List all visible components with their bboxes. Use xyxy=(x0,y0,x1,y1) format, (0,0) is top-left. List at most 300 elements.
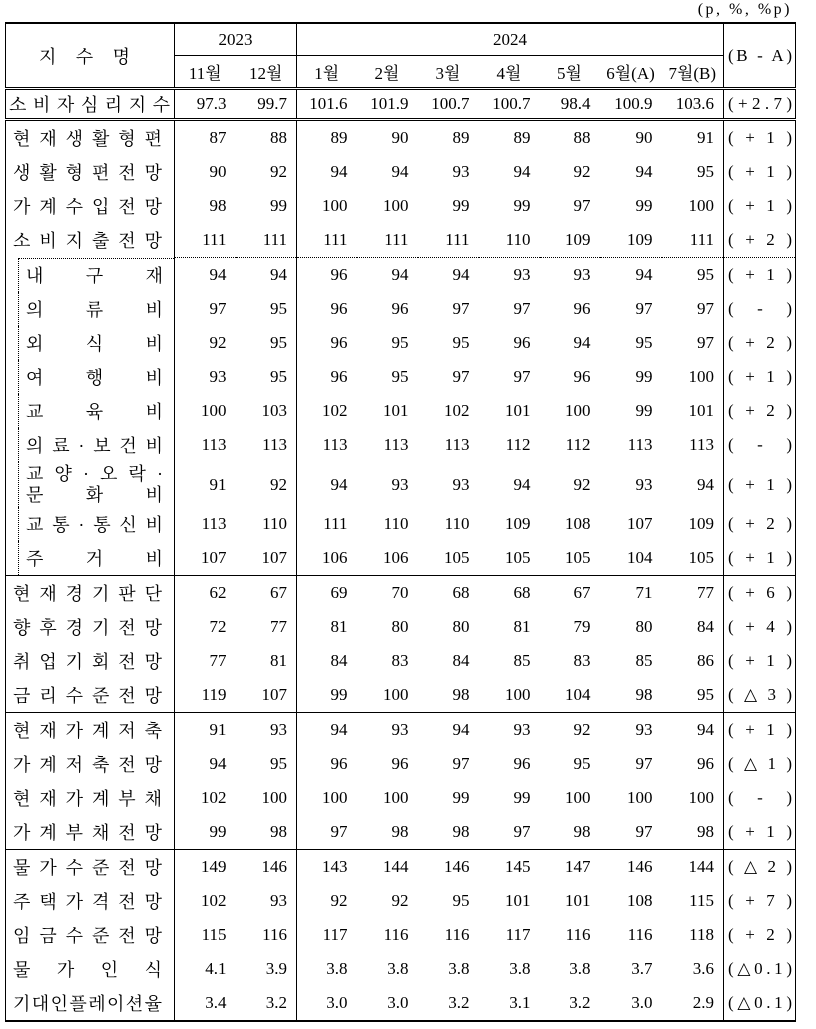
value-cell: 100 xyxy=(357,678,418,713)
value-cell: 94 xyxy=(175,258,236,293)
value-cell: 117 xyxy=(505,925,531,944)
value-cell: 112 xyxy=(565,435,591,454)
table-row xyxy=(6,644,796,678)
value-cell: 85 xyxy=(513,651,531,670)
row-name-cell xyxy=(6,394,206,428)
row-name-cell xyxy=(6,223,175,258)
value-cell: 146 xyxy=(444,857,470,876)
row-name: 문화비 xyxy=(26,484,206,505)
value-cell: 113 xyxy=(383,435,409,454)
difference-value: (△3) xyxy=(728,685,803,704)
value-cell: 95 xyxy=(452,333,470,352)
row-name-cell xyxy=(6,781,175,815)
value-cell: 96 xyxy=(297,258,357,293)
row-name-cell xyxy=(6,541,206,576)
value-cell: 147 xyxy=(565,857,591,876)
value-cell: 95 xyxy=(236,326,297,360)
header-difference xyxy=(724,23,796,89)
value-cell: 116 xyxy=(444,925,470,944)
value-cell: 90 xyxy=(209,162,227,181)
value-cell: 95 xyxy=(236,292,297,326)
value-cell: 3.8 xyxy=(509,959,531,978)
difference-value: (+2.7) xyxy=(728,94,797,113)
value-cell: 93 xyxy=(236,884,297,918)
value-cell: 109 xyxy=(627,230,653,249)
value-cell: 110 xyxy=(444,514,470,533)
table-row xyxy=(6,678,796,713)
value-cell: 100.7 xyxy=(418,89,479,120)
header-month: 4월 xyxy=(479,56,540,89)
table-row xyxy=(6,155,796,189)
value-cell: 94 xyxy=(452,720,470,739)
row-name-cell xyxy=(6,815,175,850)
value-cell: 99 xyxy=(297,678,357,713)
table-row xyxy=(6,884,796,918)
row-name: 의류비 xyxy=(26,300,206,320)
value-cell: 3.0 xyxy=(387,993,409,1012)
value-cell: 116 xyxy=(383,925,409,944)
value-cell: 100.7 xyxy=(479,89,540,120)
row-name: 내구재 xyxy=(26,265,206,286)
value-cell: 62 xyxy=(209,583,227,602)
value-cell: 95 xyxy=(662,678,724,713)
row-name: 물가수준전망 xyxy=(13,858,171,878)
value-cell: 143 xyxy=(322,857,348,876)
value-cell: 96 xyxy=(513,333,531,352)
value-cell: 92 xyxy=(330,891,348,910)
difference-cell xyxy=(724,576,804,611)
difference-value: (△2) xyxy=(728,857,803,876)
difference-value: (+1) xyxy=(728,265,804,284)
value-cell: 81 xyxy=(330,617,348,636)
value-cell: 115 xyxy=(201,925,227,944)
value-cell: 110 xyxy=(236,507,297,541)
value-cell: 105 xyxy=(540,541,600,576)
value-cell: 98.4 xyxy=(540,89,600,120)
value-cell: 100 xyxy=(627,788,653,807)
value-cell: 97 xyxy=(635,754,653,773)
row-name-cell xyxy=(6,952,189,986)
value-cell: 111 xyxy=(384,230,409,249)
value-cell: 95 xyxy=(662,258,724,293)
value-cell: 91 xyxy=(209,474,227,494)
value-cell: 100 xyxy=(662,189,724,223)
value-cell: 144 xyxy=(383,857,409,876)
value-cell: 93 xyxy=(635,474,653,494)
value-cell: 107 xyxy=(236,541,297,576)
value-cell: 95 xyxy=(391,367,409,386)
value-cell: 88 xyxy=(236,120,297,156)
value-cell: 94 xyxy=(573,333,591,352)
value-cell: 94 xyxy=(513,162,531,181)
header-month: 11월 xyxy=(175,56,236,89)
value-cell: 96 xyxy=(330,333,348,352)
value-cell: 108 xyxy=(565,514,591,533)
table-row xyxy=(6,576,796,611)
value-cell: 3.8 xyxy=(326,959,348,978)
value-cell: 3.8 xyxy=(387,959,409,978)
table-header xyxy=(6,23,796,89)
value-cell: 91 xyxy=(662,120,724,156)
row-name: 소비지출전망 xyxy=(13,231,171,252)
value-cell: 116 xyxy=(565,925,591,944)
row-name-cell xyxy=(6,120,175,156)
value-cell: 91 xyxy=(209,720,227,739)
row-name: 취업기회전망 xyxy=(13,652,171,672)
breakdown-row xyxy=(6,507,796,541)
row-name-cell xyxy=(6,155,175,189)
header-row-years xyxy=(6,23,796,56)
value-cell: 107 xyxy=(627,514,653,533)
value-cell: 99 xyxy=(635,401,653,420)
value-cell: 3.6 xyxy=(662,952,724,986)
value-cell: 80 xyxy=(635,617,653,636)
value-cell: 95 xyxy=(452,891,470,910)
difference-value: (+1) xyxy=(728,128,804,147)
row-name: 가계저축전망 xyxy=(13,755,171,775)
difference-cell xyxy=(724,507,804,541)
value-cell: 98 xyxy=(662,815,724,850)
table-row xyxy=(6,986,796,1021)
difference-value: (-) xyxy=(728,299,816,318)
difference-cell xyxy=(724,610,804,644)
value-cell: 110 xyxy=(383,514,409,533)
value-cell: 100 xyxy=(322,788,348,807)
value-cell: 100 xyxy=(322,196,348,215)
header-month: 7월(B) xyxy=(662,56,724,89)
value-cell: 97 xyxy=(209,299,227,318)
value-cell: 97 xyxy=(662,292,724,326)
value-cell: 98 xyxy=(540,815,600,850)
difference-value: (+2) xyxy=(728,514,804,533)
value-cell: 93 xyxy=(391,474,409,494)
difference-cell xyxy=(724,747,803,781)
value-cell: 96 xyxy=(573,367,591,386)
value-cell: 3.2 xyxy=(448,993,470,1012)
row-name: 가계부채전망 xyxy=(13,823,171,843)
difference-cell xyxy=(724,428,816,462)
difference-cell xyxy=(724,89,796,120)
value-cell: 144 xyxy=(662,850,724,885)
row-name: 생활형편전망 xyxy=(13,163,171,183)
value-cell: 96 xyxy=(662,747,724,781)
value-cell: 77 xyxy=(236,610,297,644)
value-cell: 94 xyxy=(209,754,227,773)
value-cell: 95 xyxy=(635,333,653,352)
value-cell: 3.7 xyxy=(631,959,653,978)
row-name: 교양·오락· xyxy=(26,463,175,484)
difference-cell xyxy=(724,644,804,678)
value-cell: 89 xyxy=(452,128,470,147)
value-cell: 98 xyxy=(418,678,479,713)
value-cell: 85 xyxy=(635,651,653,670)
value-cell: 70 xyxy=(391,583,409,602)
value-cell: 77 xyxy=(662,576,724,611)
difference-cell xyxy=(724,394,804,428)
row-name: 의료·보건비 xyxy=(26,436,172,456)
value-cell: 100 xyxy=(383,196,409,215)
row-name: 소비자심리지수 xyxy=(9,95,177,115)
row-name-cell xyxy=(6,507,175,541)
difference-value: (+6) xyxy=(728,583,804,602)
row-name: 가계수입전망 xyxy=(13,197,171,217)
value-cell: 104 xyxy=(600,541,662,576)
row-name-cell xyxy=(6,986,175,1021)
value-cell: 100 xyxy=(565,788,591,807)
value-cell: 3.0 xyxy=(326,993,348,1012)
difference-cell xyxy=(724,952,796,986)
breakdown-row xyxy=(6,394,796,428)
value-cell: 95 xyxy=(662,155,724,189)
table-row xyxy=(6,223,796,258)
value-cell: 68 xyxy=(513,583,531,602)
value-cell: 105 xyxy=(479,541,540,576)
value-cell: 3.8 xyxy=(448,959,470,978)
difference-cell xyxy=(724,678,803,713)
difference-value: (△0.1) xyxy=(728,959,796,978)
difference-cell xyxy=(724,541,804,576)
value-cell: 83 xyxy=(391,651,409,670)
header-index-name xyxy=(6,23,175,89)
value-cell: 109 xyxy=(662,507,724,541)
value-cell: 97 xyxy=(635,299,653,318)
value-cell: 111 xyxy=(662,223,724,258)
row-name: 금리수준전망 xyxy=(13,686,171,706)
row-name-cell xyxy=(6,462,206,507)
difference-value: (△1) xyxy=(728,754,803,773)
table-row xyxy=(6,189,796,223)
header-month: 1월 xyxy=(297,56,357,89)
value-cell: 100.9 xyxy=(600,89,662,120)
difference-value: (-) xyxy=(728,788,816,807)
value-cell: 84 xyxy=(452,651,470,670)
value-cell: 97 xyxy=(513,299,531,318)
value-cell: 93 xyxy=(540,258,600,293)
row-name-cell xyxy=(6,918,175,952)
value-cell: 90 xyxy=(635,128,653,147)
table-row xyxy=(6,120,796,156)
difference-cell xyxy=(724,292,816,326)
value-cell: 101 xyxy=(565,891,591,910)
table-row xyxy=(6,781,796,815)
value-cell: 98 xyxy=(357,815,418,850)
difference-value: (+2) xyxy=(728,925,804,944)
row-name-cell xyxy=(6,89,175,120)
value-cell: 111 xyxy=(445,230,470,249)
header-month: 5월 xyxy=(540,56,600,89)
difference-value: (+2) xyxy=(728,333,804,352)
difference-value: (+1) xyxy=(728,162,804,181)
value-cell: 86 xyxy=(662,644,724,678)
value-cell: 97 xyxy=(297,815,357,850)
value-cell: 94 xyxy=(418,258,479,293)
value-cell: 81 xyxy=(513,617,531,636)
value-cell: 113 xyxy=(201,435,227,454)
row-name-cell xyxy=(6,258,206,293)
value-cell: 97 xyxy=(452,367,470,386)
value-cell: 96 xyxy=(391,754,409,773)
value-cell: 95 xyxy=(236,360,297,394)
value-cell: 94 xyxy=(357,258,418,293)
value-cell: 81 xyxy=(236,644,297,678)
value-cell: 96 xyxy=(330,299,348,318)
value-cell: 99 xyxy=(452,196,470,215)
value-cell: 83 xyxy=(573,651,591,670)
value-cell: 89 xyxy=(330,128,348,147)
difference-cell xyxy=(724,713,804,748)
value-cell: 89 xyxy=(513,128,531,147)
header-year-2024: 2024 xyxy=(297,23,724,56)
difference-cell xyxy=(724,815,804,850)
value-cell: 101.6 xyxy=(297,89,357,120)
value-cell: 92 xyxy=(236,155,297,189)
difference-value: (+1) xyxy=(728,367,804,386)
value-cell: 94 xyxy=(662,462,724,507)
value-cell: 113 xyxy=(444,435,470,454)
value-cell: 100 xyxy=(565,401,591,420)
value-cell: 99 xyxy=(452,788,470,807)
value-cell: 116 xyxy=(627,925,653,944)
row-name-line xyxy=(26,463,175,485)
value-cell: 95 xyxy=(236,747,297,781)
row-name-cell xyxy=(6,850,175,885)
value-cell: 80 xyxy=(452,617,470,636)
row-name-cell xyxy=(6,189,175,223)
value-cell: 93 xyxy=(236,713,297,748)
value-cell: 68 xyxy=(452,583,470,602)
value-cell: 94 xyxy=(391,162,409,181)
value-cell: 97 xyxy=(479,815,540,850)
difference-value: (+1) xyxy=(728,474,804,494)
value-cell: 100 xyxy=(383,788,409,807)
value-cell: 99.7 xyxy=(236,89,297,120)
value-cell: 84 xyxy=(662,610,724,644)
value-cell: 69 xyxy=(330,583,348,602)
value-cell: 93 xyxy=(479,258,540,293)
row-name: 주택가격전망 xyxy=(13,892,171,912)
row-name-cell xyxy=(6,428,175,462)
row-name-cell xyxy=(6,644,175,678)
difference-value: (+1) xyxy=(728,822,804,841)
value-cell: 111 xyxy=(323,514,348,533)
value-cell: 4.1 xyxy=(205,959,227,978)
difference-cell xyxy=(724,360,804,394)
table-row xyxy=(6,850,796,885)
row-name: 향후경기전망 xyxy=(13,618,171,638)
value-cell: 97 xyxy=(452,299,470,318)
breakdown-row xyxy=(6,326,796,360)
value-cell: 101.9 xyxy=(357,89,418,120)
value-cell: 109 xyxy=(505,514,531,533)
difference-cell xyxy=(724,258,804,293)
value-cell: 92 xyxy=(391,891,409,910)
value-cell: 102 xyxy=(322,401,348,420)
row-name-cell xyxy=(6,747,175,781)
row-name-cell xyxy=(6,884,175,918)
value-cell: 92 xyxy=(573,474,591,494)
value-cell: 94 xyxy=(330,720,348,739)
difference-cell xyxy=(724,223,804,258)
value-cell: 97.3 xyxy=(175,89,236,120)
value-cell: 101 xyxy=(505,401,531,420)
value-cell: 111 xyxy=(323,230,348,249)
row-name-line xyxy=(26,484,206,506)
header-month: 2월 xyxy=(357,56,418,89)
value-cell: 95 xyxy=(573,754,591,773)
value-cell: 105 xyxy=(418,541,479,576)
table-row xyxy=(6,918,796,952)
value-cell: 119 xyxy=(175,678,236,713)
value-cell: 94 xyxy=(330,162,348,181)
breakdown-row xyxy=(6,360,796,394)
value-cell: 101 xyxy=(662,394,724,428)
value-cell: 146 xyxy=(627,857,653,876)
value-cell: 93 xyxy=(391,720,409,739)
difference-value: (+1) xyxy=(728,651,804,670)
value-cell: 94 xyxy=(635,162,653,181)
value-cell: 113 xyxy=(322,435,348,454)
breakdown-row xyxy=(6,292,796,326)
breakdown-row xyxy=(6,462,796,507)
row-name: 기대인플레이션율 xyxy=(13,994,164,1014)
difference-cell xyxy=(724,462,804,507)
value-cell: 99 xyxy=(635,367,653,386)
value-cell: 102 xyxy=(201,891,227,910)
row-name: 교육비 xyxy=(26,402,206,422)
table-row xyxy=(6,713,796,748)
value-cell: 116 xyxy=(236,918,297,952)
header-difference-label: (B - A) xyxy=(728,45,795,65)
value-cell: 94 xyxy=(513,474,531,494)
difference-cell xyxy=(724,986,796,1021)
row-name: 여행비 xyxy=(26,368,206,388)
row-name: 교통·통신비 xyxy=(26,515,172,535)
value-cell: 118 xyxy=(662,918,724,952)
difference-value: (+4) xyxy=(728,617,804,636)
value-cell: 103.6 xyxy=(662,89,724,120)
table-row xyxy=(6,747,796,781)
value-cell: 93 xyxy=(452,474,470,494)
value-cell: 88 xyxy=(573,128,591,147)
difference-value: (-) xyxy=(728,435,816,454)
value-cell: 97 xyxy=(600,815,662,850)
value-cell: 79 xyxy=(573,617,591,636)
value-cell: 145 xyxy=(505,857,531,876)
value-cell: 92 xyxy=(573,720,591,739)
value-cell: 96 xyxy=(573,299,591,318)
value-cell: 109 xyxy=(565,230,591,249)
difference-cell xyxy=(724,850,803,885)
value-cell: 92 xyxy=(573,162,591,181)
value-cell: 94 xyxy=(330,474,348,494)
value-cell: 93 xyxy=(635,720,653,739)
difference-value: (+1) xyxy=(728,548,804,567)
value-cell: 104 xyxy=(540,678,600,713)
value-cell: 102 xyxy=(444,401,470,420)
value-cell: 96 xyxy=(391,299,409,318)
value-cell: 112 xyxy=(505,435,531,454)
row-name: 임금수준전망 xyxy=(13,926,171,946)
difference-value: (+1) xyxy=(728,720,804,739)
value-cell: 97 xyxy=(513,367,531,386)
value-cell: 67 xyxy=(573,583,591,602)
row-name-cell xyxy=(6,678,175,713)
value-cell: 106 xyxy=(297,541,357,576)
row-name-cell xyxy=(6,610,175,644)
value-cell: 84 xyxy=(330,651,348,670)
value-cell: 96 xyxy=(513,754,531,773)
difference-value: (+1) xyxy=(728,196,804,215)
